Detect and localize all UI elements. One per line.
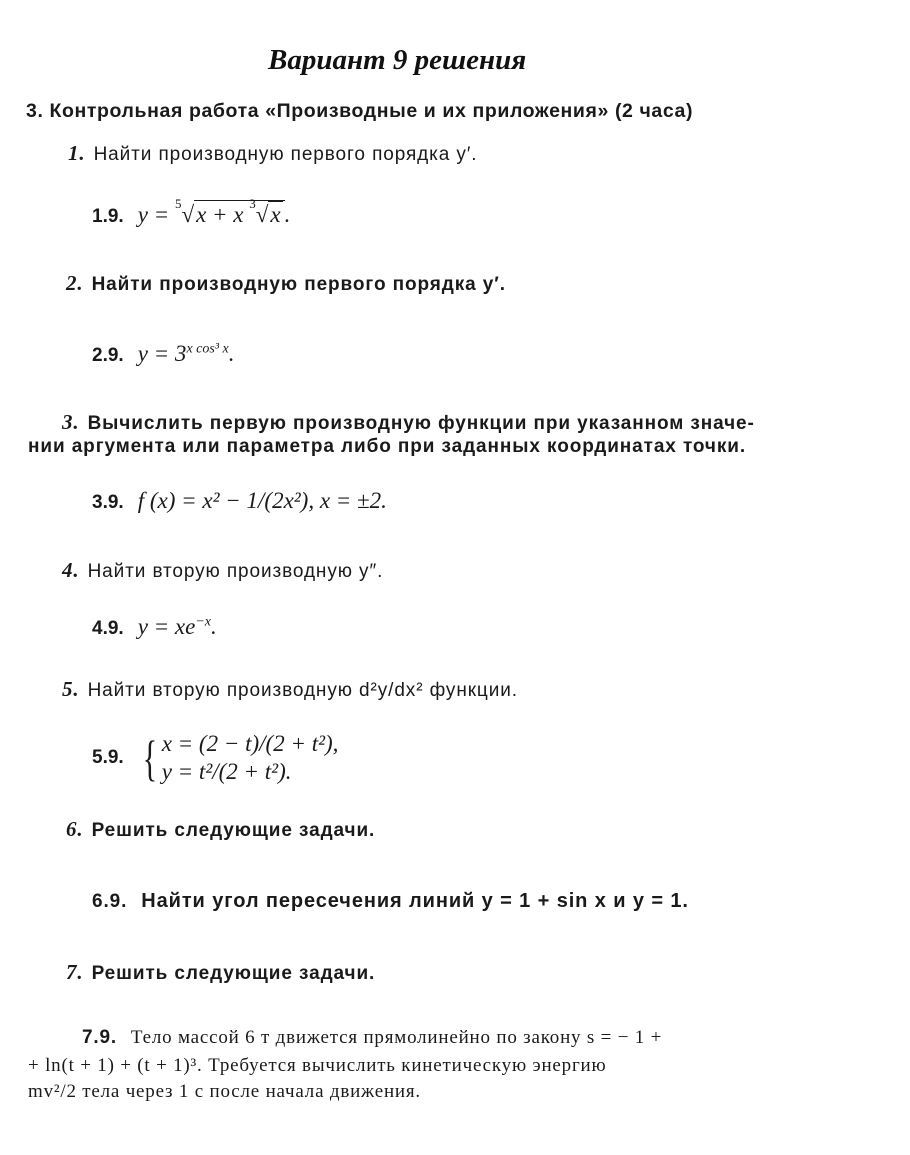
- task-3-text-line1: Вычислить первую производную функции при указанном значе-: [87, 413, 755, 434]
- task-6: [66, 817, 375, 842]
- task-3: [62, 410, 755, 435]
- problem-5-9-label: 5.9.: [92, 747, 124, 768]
- problem-7-9-line2: + ln(t + 1) + (t + 1)³. Требуется вычислить кинетическую энергию: [28, 1055, 607, 1076]
- problem-2-9-label: 2.9.: [92, 345, 124, 366]
- problem-6-9-label: 6.9.: [92, 891, 128, 912]
- system-line-1: x = (2 − t)/(2 + t²),: [161, 731, 339, 756]
- task-7-text: Решить следующие задачи.: [91, 963, 376, 984]
- outer-root-index: 5: [174, 196, 182, 211]
- section-heading: 3. Контрольная работа «Производные и их приложения» (2 часа): [26, 100, 694, 122]
- task-5-number: 5.: [62, 677, 80, 701]
- problem-4-9-label: 4.9.: [92, 618, 124, 639]
- task-5-text: Найти вторую производную d²y/dx² функции.: [87, 680, 518, 701]
- problem-2-9-exponent: x cos³ x: [186, 341, 229, 357]
- task-2-number: 2.: [66, 271, 84, 295]
- radicand-part-a: x + x: [196, 202, 244, 227]
- task-7-number: 7.: [66, 960, 84, 984]
- task-2: [66, 271, 506, 296]
- task-2-text: Найти производную первого порядка y′.: [91, 274, 506, 295]
- problem-7-9-label: 7.9.: [82, 1027, 117, 1048]
- problem-3-9-label: 3.9.: [92, 492, 124, 513]
- task-6-text: Решить следующие задачи.: [91, 820, 376, 841]
- task-4-text: Найти вторую производную y″.: [87, 561, 384, 582]
- problem-1-9: [92, 196, 291, 228]
- problem-3-9-expr: f (x) = x² − 1/(2x²), x = ±2.: [137, 488, 387, 513]
- problem-3-9: [92, 488, 387, 514]
- problem-4-9: [92, 614, 217, 640]
- task-3-number: 3.: [62, 410, 80, 434]
- task-4: [62, 558, 383, 583]
- problem-6-9: [92, 890, 689, 913]
- problem-2-9-end: .: [228, 341, 235, 366]
- problem-1-9-lhs: y =: [137, 202, 170, 227]
- problem-7-9-line1: [82, 1024, 662, 1052]
- problem-6-9-text: Найти угол пересечения линий y = 1 + sin x и y = 1.: [141, 890, 689, 912]
- problem-4-9-exponent: −x: [195, 614, 212, 630]
- task-6-number: 6.: [66, 817, 84, 841]
- problem-7-9-text-line1: Тело массой 6 т движется прямолинейно по закону s = − 1 +: [130, 1027, 663, 1048]
- problem-1-9-label: 1.9.: [92, 206, 124, 227]
- inner-radicand: x: [270, 202, 281, 227]
- task-7: [66, 960, 375, 985]
- page-title: Вариант 9 решения: [268, 44, 527, 76]
- task-1: [68, 141, 477, 166]
- task-1-number: 1.: [68, 141, 86, 165]
- system-brace: {: [142, 730, 157, 786]
- outer-radicand: x + x $^3$√x: [194, 200, 285, 228]
- system-line-2: y = t²/(2 + t²).: [161, 759, 292, 784]
- problem-2-9-lhs: y = 3: [137, 341, 187, 366]
- task-4-number: 4.: [62, 558, 80, 582]
- task-1-text: Найти производную первого порядка y′.: [93, 144, 478, 165]
- problem-7-9-line3: mv²/2 тела через 1 с после начала движения.: [28, 1081, 421, 1102]
- problem-5-9: [92, 730, 338, 786]
- equation-system: [162, 730, 339, 786]
- task-5: [62, 677, 518, 702]
- problem-4-9-lhs: y = xe: [137, 614, 196, 639]
- problem-1-9-end: .: [284, 202, 291, 227]
- inner-root-index: 3: [249, 196, 256, 211]
- problem-2-9: [92, 341, 234, 367]
- task-3-line2: нии аргумента или параметра либо при заданных координатах точки.: [28, 436, 747, 457]
- outer-root: $^5$√x + x $^3$√x: [175, 200, 285, 228]
- problem-4-9-end: .: [211, 614, 217, 639]
